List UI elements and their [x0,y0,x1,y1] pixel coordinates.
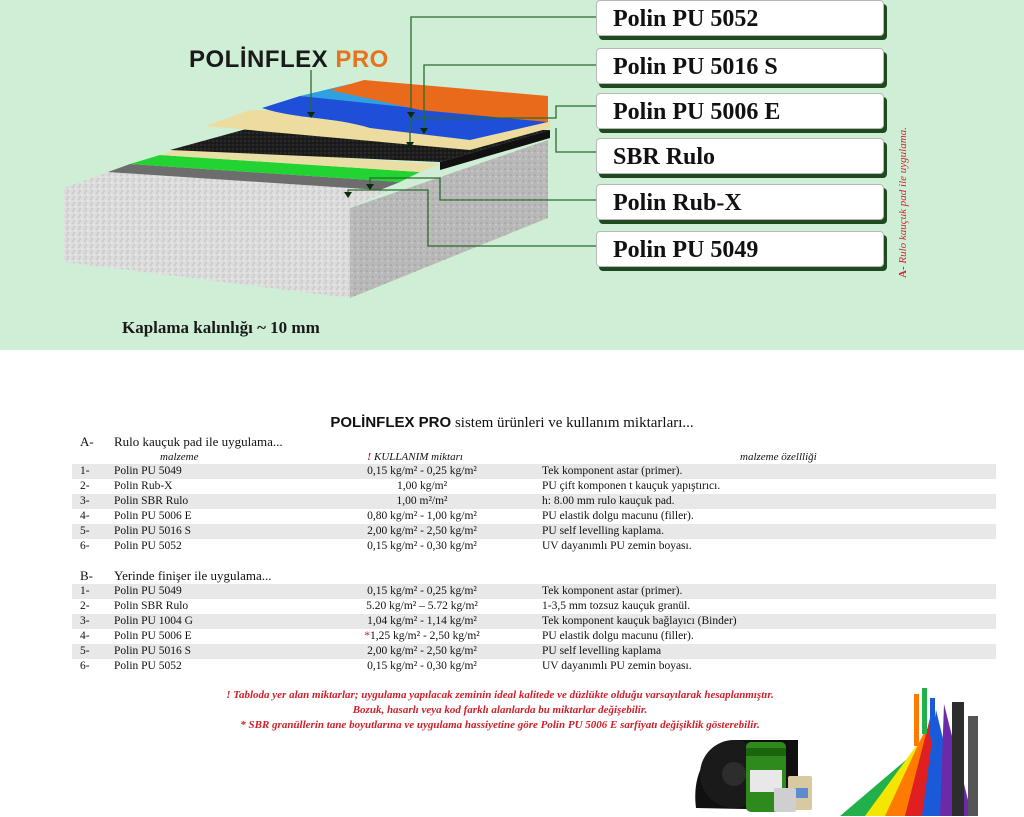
row-number: 6- [80,540,90,552]
usage-value: 0,15 kg/m² - 0,25 kg/m² [367,465,477,477]
side-note: A- Rulo kauçuk pad ile uygulama. [897,127,909,278]
table-row [72,494,996,509]
row-material: Polin PU 5052 [114,660,182,672]
layer-label-pu5016s: Polin PU 5016 S [596,48,884,84]
row-number: 3- [80,495,90,507]
section-b-heading: B- Yerinde finişer ile uygulama... [80,568,272,583]
table-row [72,524,996,539]
usage-mark: * [364,630,370,642]
row-usage [322,599,522,614]
footnote-2: Bozuk, hasarlı veya kod farklı alanlarda bu miktarlar değişebilir. [352,704,648,716]
header-material: malzeme [160,451,199,463]
row-usage [322,659,522,674]
row-number: 6- [80,660,90,672]
usage-table [72,434,996,674]
row-number: 1- [80,585,90,597]
row-number: 4- [80,630,90,642]
row-material: Polin Rub-X [114,480,173,492]
table-row [72,644,996,659]
usage-value: 1,00 kg/m² [396,480,448,492]
row-material: Polin PU 5049 [114,465,182,477]
row-material: Polin PU 5016 S [114,525,192,537]
row-usage [322,464,522,479]
row-material: Polin PU 5016 S [114,645,192,657]
table-row [72,659,996,674]
usage-value: 1,04 kg/m² - 1,14 kg/m² [367,615,477,627]
row-usage [322,644,522,659]
usage-value: 2,00 kg/m² - 2,50 kg/m² [367,525,477,537]
polin-logo [840,688,978,816]
row-property: UV dayanımlı PU zemin boyası. [542,660,692,672]
layer-label-pu5006e: Polin PU 5006 E [596,93,884,129]
usage-value: 0,15 kg/m² - 0,30 kg/m² [367,540,477,552]
row-number: 2- [80,600,90,612]
row-number: 3- [80,615,90,627]
row-property: UV dayanımlı PU zemin boyası. [542,540,692,552]
row-number: 5- [80,645,90,657]
row-usage [322,629,522,644]
product-cans-image [746,742,812,812]
footnote-3: * SBR granüllerin tane boyutlarına ve uygulama hassiyetine göre Polin PU 5006 E sarfiyatı değişiklik gösterebilir. [240,719,760,731]
usage-value: 1,25 kg/m² - 2,50 kg/m² [369,630,480,642]
product-illustration [690,688,1024,817]
row-material: Polin PU 5049 [114,585,182,597]
table-title: POLİNFLEX PRO sistem ürünleri ve kullanım miktarları... [330,414,694,431]
row-usage [322,584,522,599]
row-property: PU çift komponen t kauçuk yapıştırıcı. [542,480,721,492]
row-property: PU elastik dolgu macunu (filler). [542,510,694,522]
footnote-1: ! Tabloda yer alan miktarlar; uygulama yapılacak zeminin ideal kalitede ve düzlükte olduğu varsayılarak hesaplanmıştır. [226,689,774,701]
row-property: 1-3,5 mm tozsuz kauçuk granül. [542,600,691,612]
row-usage [322,509,522,524]
layer-label-sbr-rulo: SBR Rulo [596,138,884,174]
row-property: Tek komponent astar (primer). [542,585,683,597]
layer-label-rubx: Polin Rub-X [596,184,884,220]
row-number: 5- [80,525,90,537]
usage-value: 2,00 kg/m² - 2,50 kg/m² [367,645,477,657]
row-number: 4- [80,510,90,522]
coating-thickness-label: Kaplama kalınlığı ~ 10 mm [122,318,320,337]
header-usage: ! KULLANIM miktarı [367,451,463,463]
section-a-heading: A- Rulo kauçuk pad ile uygulama... [80,434,283,449]
row-usage [322,524,522,539]
product-title: POLİNFLEX PRO [189,46,389,73]
table-header [72,450,996,464]
usage-value: 0,15 kg/m² - 0,25 kg/m² [367,585,477,597]
row-property: PU self levelling kaplama [542,645,662,657]
row-material: Polin PU 1004 G [114,615,193,627]
row-property: PU elastik dolgu macunu (filler). [542,630,694,642]
table-row [72,464,996,479]
usage-value: 1,00 m²/m² [396,495,448,507]
row-usage [322,494,522,509]
row-number: 1- [80,465,90,477]
table-row [72,599,996,614]
row-usage [322,539,522,554]
row-material: Polin PU 5052 [114,540,182,552]
usage-value: 0,80 kg/m² - 1,00 kg/m² [367,510,477,522]
row-property: h: 8.00 mm rulo kauçuk pad. [542,495,675,507]
table-row [72,509,996,524]
row-material: Polin SBR Rulo [114,495,189,507]
table-row [72,584,996,599]
row-material: Polin SBR Rulo [114,600,189,612]
row-material: Polin PU 5006 E [114,510,192,522]
row-property: Tek komponent kauçuk bağlayıcı (Binder) [542,615,737,627]
header-properties: malzeme özellliği [740,451,817,463]
row-property: PU self levelling kaplama. [542,525,664,537]
usage-value: 0,15 kg/m² - 0,30 kg/m² [367,660,477,672]
table-row [72,629,996,644]
row-number: 2- [80,480,90,492]
row-property: Tek komponent astar (primer). [542,465,683,477]
product-title-accent: PRO [335,46,389,73]
usage-value: 5.20 kg/m² – 5.72 kg/m² [366,600,478,612]
table-row [72,614,996,629]
row-material: Polin PU 5006 E [114,630,192,642]
row-usage [322,614,522,629]
table-row [72,539,996,554]
layer-label-pu5049: Polin PU 5049 [596,231,884,267]
layer-label-pu5052: Polin PU 5052 [596,0,884,36]
row-usage [322,479,522,494]
table-row [72,479,996,494]
